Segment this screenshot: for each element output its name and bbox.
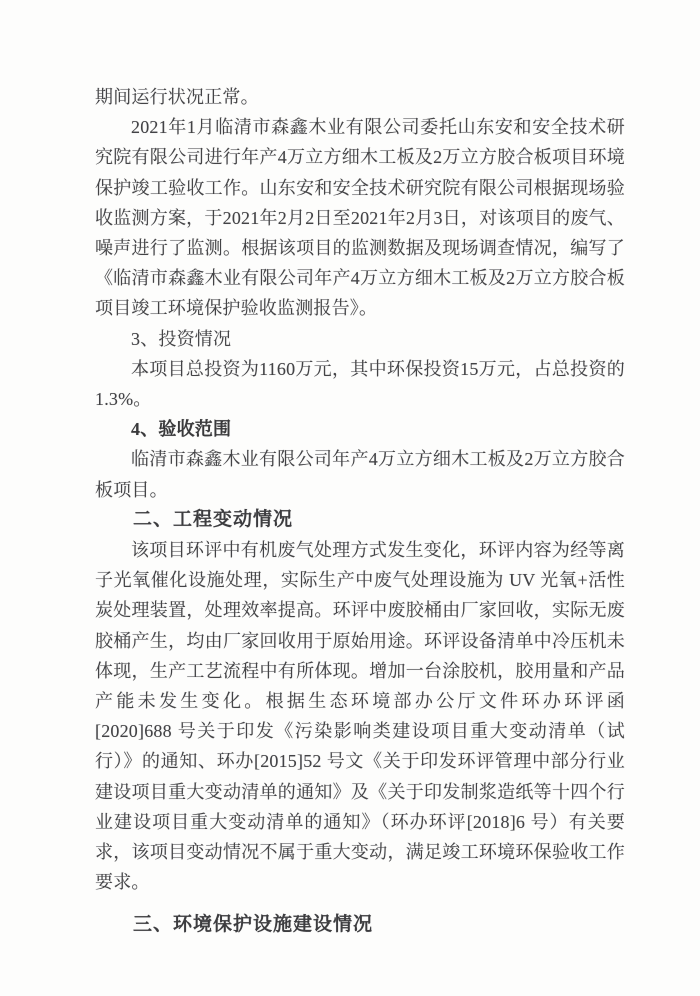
heading-environmental-protection-facilities: 三、环境保护设施建设情况 <box>133 914 374 936</box>
paragraph-running-status: 期间运行状况正常。 <box>95 87 259 107</box>
subheading-acceptance-scope: 4、验收范围 <box>131 419 232 440</box>
document-text-block <box>95 82 625 941</box>
paragraph-acceptance-scope: 临清市森鑫木业有限公司年产4万立方细木工板及2万立方胶合板项目。 <box>95 449 625 500</box>
paragraph-project-change-details: 该项目环评中有机废气处理方式发生变化，环评内容为经等离子光氧催化设施处理，实际生产中废气处理设施为 UV 光氧+活性炭处理装置，处理效率提高。环评中废胶桶由厂家回收，实际无废胶桶产生，均由厂家回收用于原始用途。环评设备清单中冷压机未体现，生产工艺流程中有所体现。增加一台涂胶机，胶用量和产品产能未发生变化。根据生态环境部办公厅文件环办环评函[2020]688 号关于印发《污染影响类建设项目重大变动清单（试行）》的通知、环办[2015]52 号文《关于印发环评管理中部分行业建设项目重大变动清单的通知》及《关于印发制浆造纸等十四个行业建设项目重大变动清单的通知》（环办环评[2018]6 号）有关要求，该项目变动情况不属于重大变动，满足竣工环境环保验收工作要求。 <box>95 540 625 893</box>
subheading-investment-situation: 3、投资情况 <box>131 328 232 349</box>
paragraph-acceptance-commission: 2021年1月临清市森鑫木业有限公司委托山东安和安全技术研究院有限公司进行年产4万立方细木工板及2万立方胶合板项目环境保护竣工验收工作。山东安和安全技术研究院有限公司根据现场验收监测方案，于2021年2月2日至2021年2月3日，对该项目的废气、噪声进行了监测。根据该项目的监测数据及现场调查情况，编写了《临清市森鑫木业有限公司年产4万立方细木工板及2万立方胶合板项目竣工环境保护验收监测报告》。 <box>95 117 625 319</box>
paragraph-investment-details: 本项目总投资为1160万元，其中环保投资15万元，占总投资的1.3%。 <box>95 358 625 410</box>
heading-project-change-situation: 二、工程变动情况 <box>133 508 294 530</box>
